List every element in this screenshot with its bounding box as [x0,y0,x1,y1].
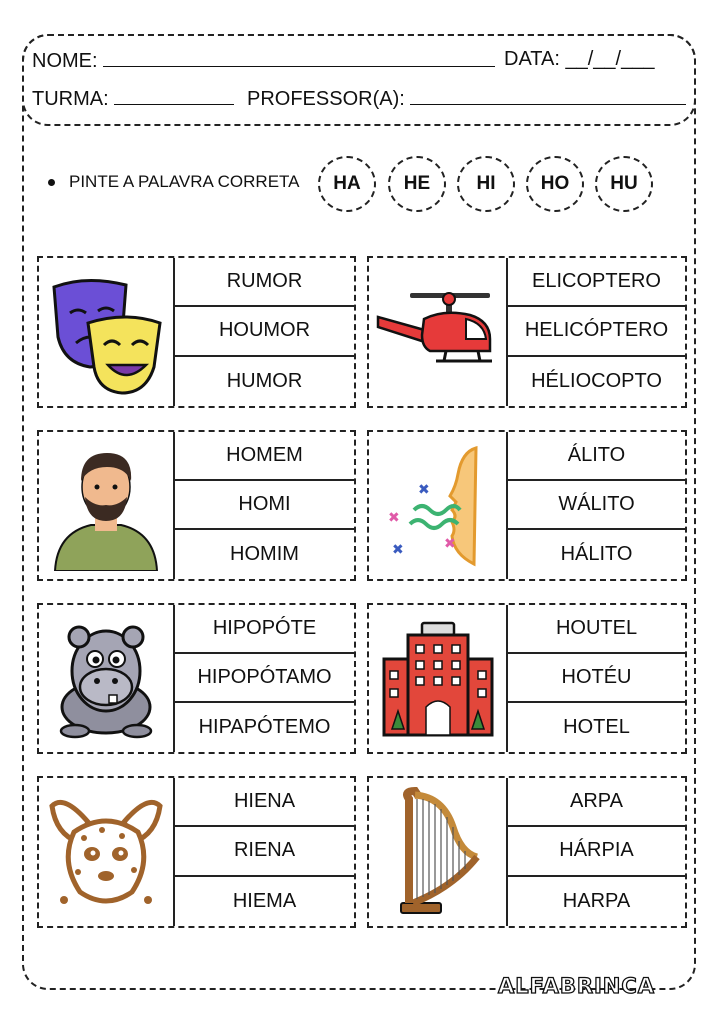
turma-label: TURMA: [32,88,109,110]
option-word[interactable]: ÁLITO [508,432,685,481]
svg-text:✖: ✖ [387,509,400,526]
option-word[interactable]: ARPA [508,778,685,827]
syllable-ha: HA [318,156,376,212]
options [508,778,685,926]
option-word[interactable]: HOTEL [563,715,630,738]
syllable-hu: HU [595,156,653,212]
nome-label: NOME: [32,50,98,72]
option-word[interactable]: HIPAPÓTEMO [198,715,331,738]
options [175,258,354,406]
word-card-hotel [367,603,687,754]
nome-row [32,48,495,73]
option-word[interactable]: HOTÉU [508,654,685,703]
syllable-ho: HO [526,156,584,212]
date-field[interactable]: __/__/___ [565,48,655,70]
professor-row [247,86,686,111]
hyena-icon [39,778,175,926]
helicopter-icon [369,258,508,406]
option-word[interactable]: HOMIM [230,542,299,565]
option-word[interactable]: HELICÓPTERO [508,307,685,356]
hotel-icon [369,605,508,752]
option-word[interactable]: HIEMA [232,889,297,912]
word-card-breath [367,430,687,581]
turma-field[interactable] [114,86,234,105]
option-word[interactable]: RIENA [175,827,354,876]
options [508,432,685,579]
svg-text:✖: ✖ [443,535,456,552]
word-card-hyena [37,776,356,928]
instruction [48,172,300,192]
option-word[interactable]: HÉLIOCOPTO [531,369,662,392]
option-word[interactable]: HOMEM [175,432,354,481]
professor-field[interactable] [410,86,686,105]
word-card-masks [37,256,356,408]
option-word[interactable]: HÁLITO [560,542,633,565]
svg-text:✖: ✖ [417,481,430,498]
option-word[interactable]: HOUTEL [508,605,685,654]
word-card-hippo [37,603,356,754]
word-card-man [37,430,356,581]
word-card-harp [367,776,687,928]
option-word[interactable]: HOMI [175,481,354,530]
option-word[interactable]: HIPOPÓTE [175,605,354,654]
option-word[interactable]: ELICOPTERO [508,258,685,307]
word-card-helicopter [367,256,687,408]
hippo-icon [39,605,175,752]
option-word[interactable]: HIPOPÓTAMO [175,654,354,703]
man-icon [39,432,175,579]
syllable-he: HE [388,156,446,212]
option-word[interactable]: HUMOR [226,369,303,392]
options [508,605,685,752]
option-word[interactable]: HOUMOR [175,307,354,356]
bullet-icon [48,179,55,186]
options [175,432,354,579]
brand-logo: ALFABRINCA [498,974,656,998]
options [175,778,354,926]
option-word[interactable]: HÁRPIA [508,827,685,876]
syllable-hi: HI [457,156,515,212]
turma-row [32,86,234,111]
option-word[interactable]: WÁLITO [508,481,685,530]
data-row [504,48,654,71]
nome-field[interactable] [103,48,495,67]
breath-face-icon [369,432,508,579]
options [175,605,354,752]
option-word[interactable]: HIENA [175,778,354,827]
professor-label: PROFESSOR(A): [247,88,405,110]
options [508,258,685,406]
option-word[interactable]: RUMOR [175,258,354,307]
data-label: DATA: [504,48,560,70]
theater-masks-icon [39,258,175,406]
svg-text:✖: ✖ [391,541,404,558]
harp-icon [369,778,508,926]
option-word[interactable]: HARPA [562,889,631,912]
instruction-text: PINTE A PALAVRA CORRETA [69,172,300,191]
